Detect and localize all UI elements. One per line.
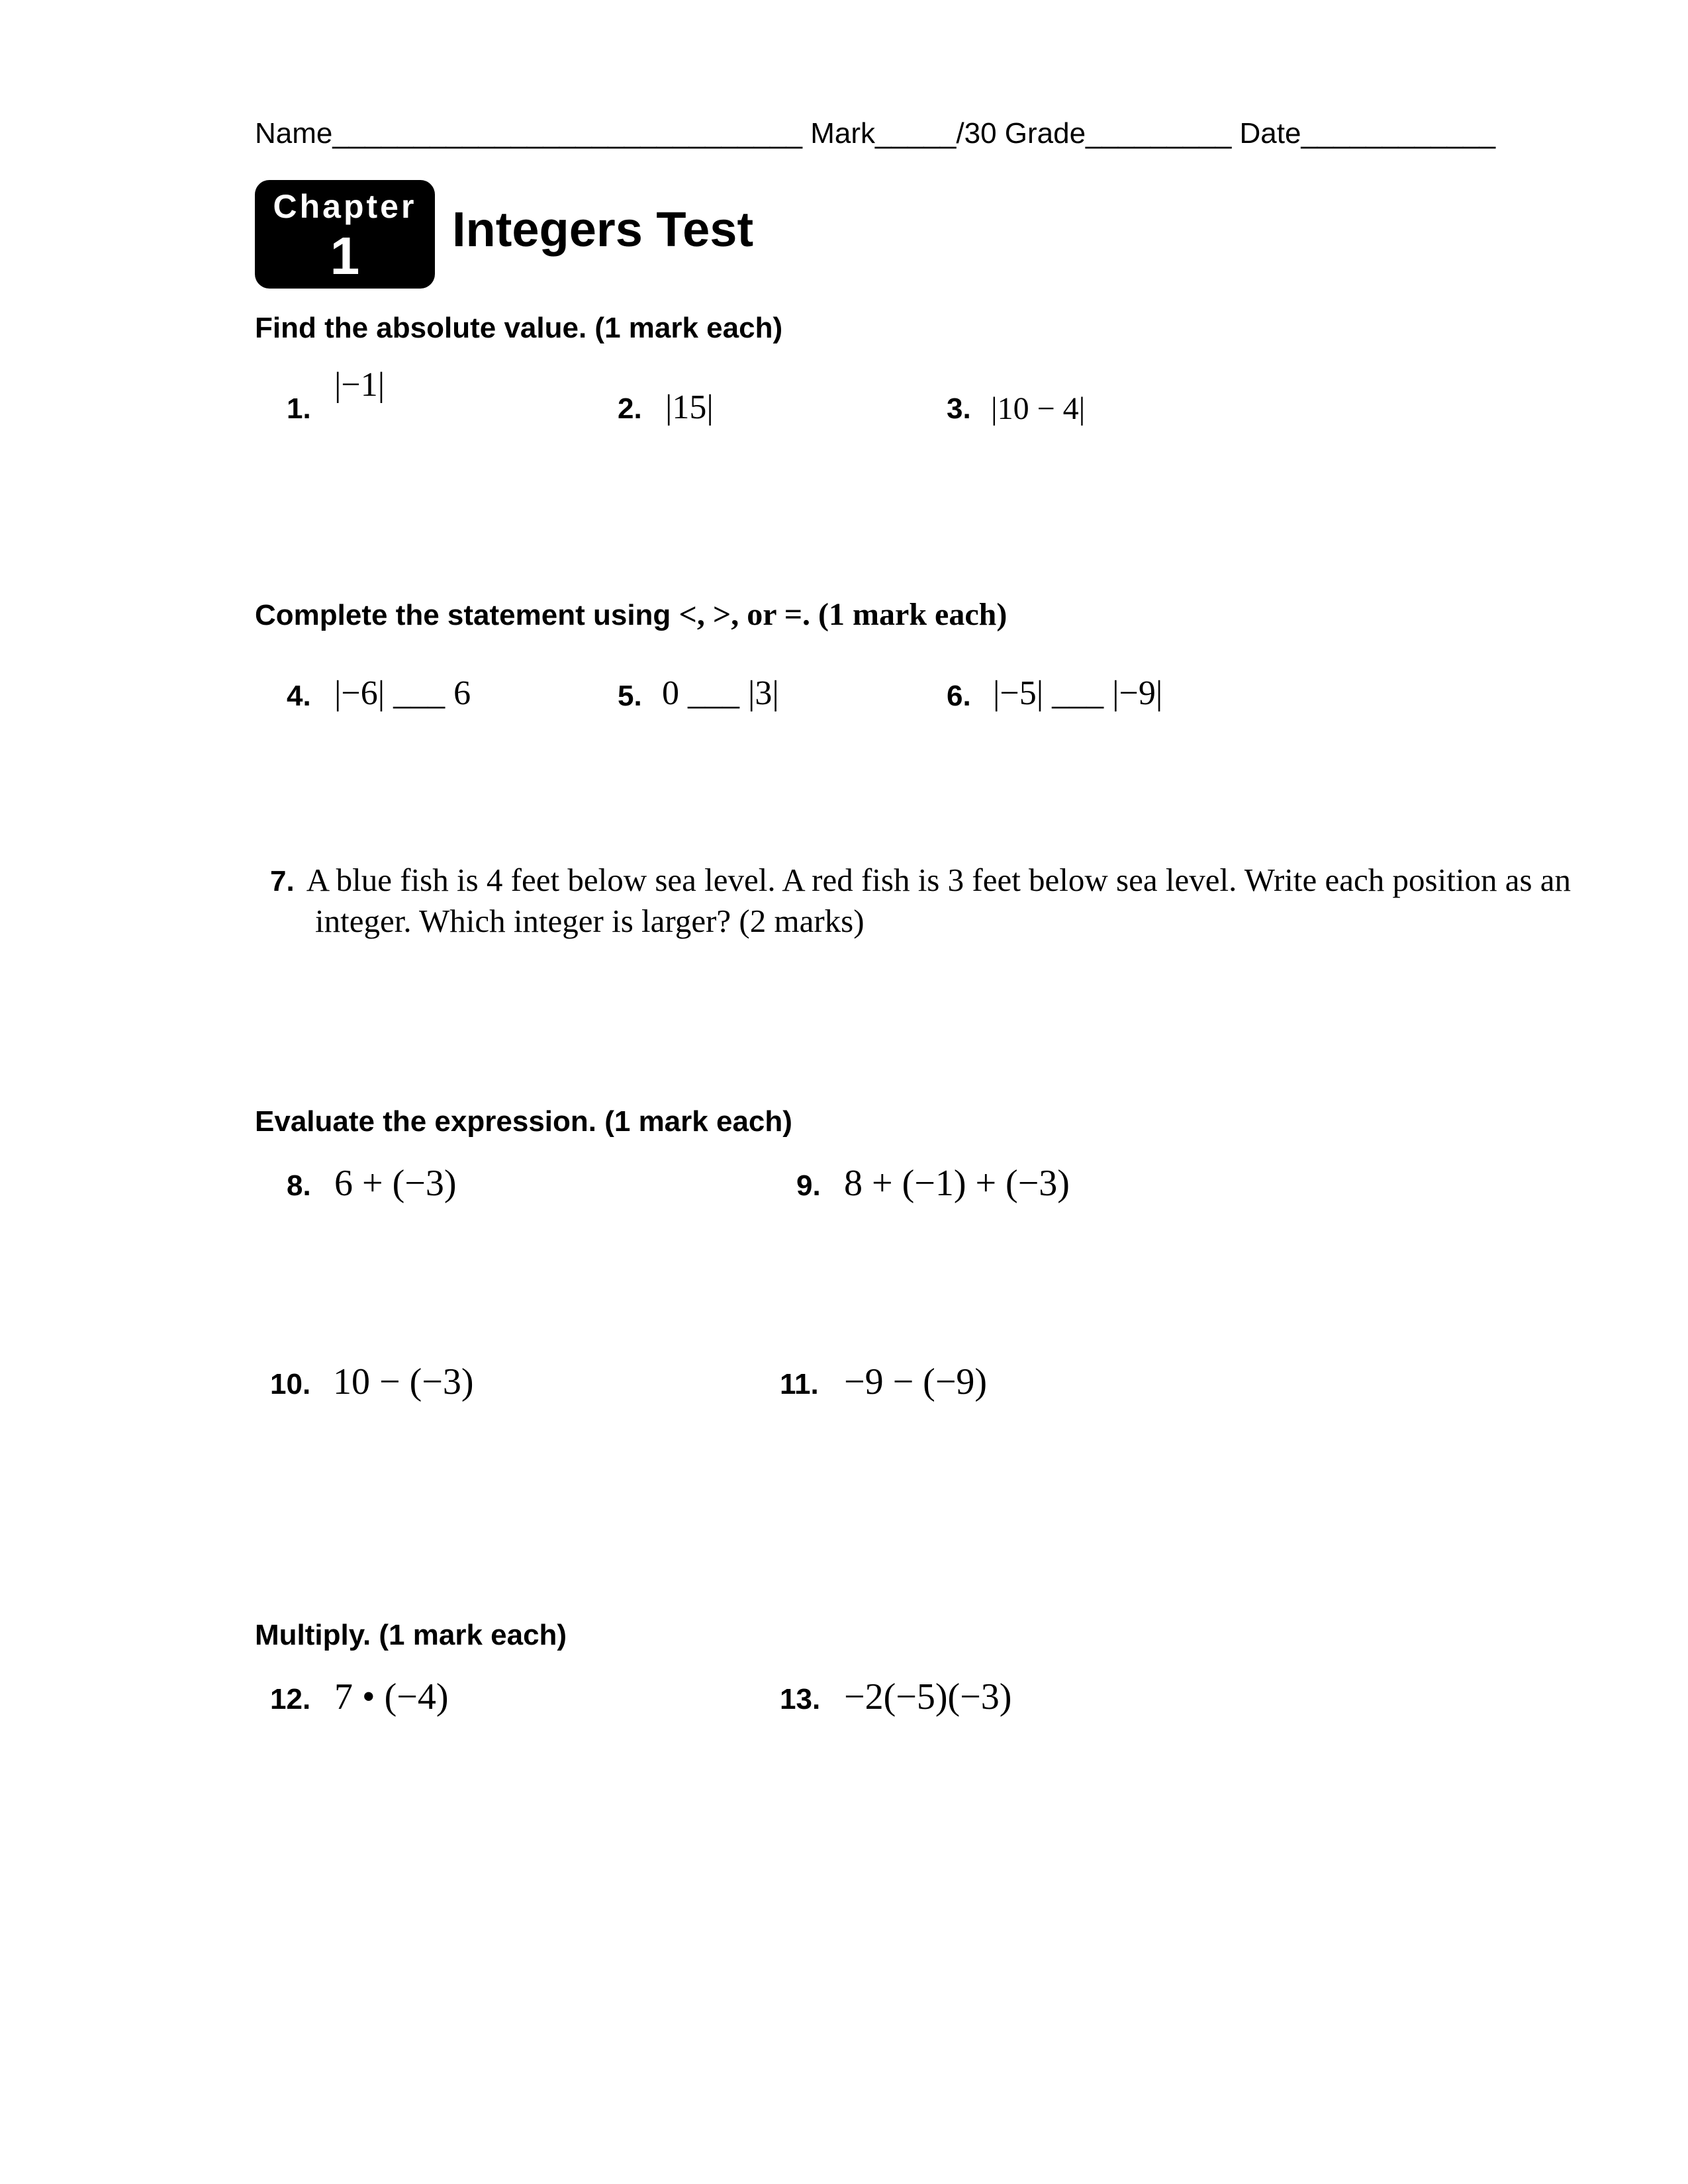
chapter-badge xyxy=(255,180,435,289)
student-info-line: Name_____________________________ Mark_____/30 Grade_________ Date____________ xyxy=(255,117,1496,150)
question-expression: 7 • (−4) xyxy=(334,1676,449,1717)
question-number: 1. xyxy=(287,392,311,425)
question-number: 13. xyxy=(780,1683,821,1715)
question-expression: −9 − (−9) xyxy=(844,1361,988,1402)
question-expression: |15| xyxy=(665,388,714,426)
question-number: 12. xyxy=(270,1683,311,1715)
question-number: 9. xyxy=(796,1169,821,1202)
question-number: 7. xyxy=(270,865,295,897)
section-heading-multiply: Multiply. (1 mark each) xyxy=(255,1619,567,1651)
question-expression: |−6| ___ 6 xyxy=(334,674,471,712)
question-expression: 6 + (−3) xyxy=(334,1163,457,1204)
question-expression: 8 + (−1) + (−3) xyxy=(844,1163,1070,1204)
question-expression: 10 − (−3) xyxy=(333,1361,474,1402)
question-number: 8. xyxy=(287,1169,311,1202)
section-heading-text: Complete the statement using xyxy=(255,599,671,631)
question-number: 4. xyxy=(287,680,311,712)
section-heading-symbols: <, >, or =. (1 mark each) xyxy=(679,597,1008,632)
word-problem-text: A blue fish is 4 feet below sea level. A red fish is 3 feet below sea level. Write each position as an integer. Which integer is larger? (2 marks) xyxy=(306,862,1571,939)
question-expression: −2(−5)(−3) xyxy=(844,1676,1012,1717)
question-number: 6. xyxy=(947,680,971,712)
question-expression: |−5| ___ |−9| xyxy=(993,674,1163,712)
section-heading-absolute-value: Find the absolute value. (1 mark each) xyxy=(255,312,783,344)
section-heading-evaluate: Evaluate the expression. (1 mark each) xyxy=(255,1105,792,1138)
chapter-number: 1 xyxy=(330,226,360,285)
question-number: 11. xyxy=(780,1368,819,1400)
section-heading-compare xyxy=(255,598,1007,633)
word-problem xyxy=(270,860,1613,941)
chapter-label: Chapter xyxy=(273,188,417,225)
page-title: Integers Test xyxy=(452,202,754,257)
question-expression: |−1| xyxy=(334,366,385,404)
question-expression: |10 − 4| xyxy=(991,391,1086,426)
question-number: 10. xyxy=(270,1368,311,1400)
question-number: 3. xyxy=(947,392,971,425)
question-number: 5. xyxy=(618,680,642,712)
question-expression: 0 ___ |3| xyxy=(662,674,779,712)
question-number: 2. xyxy=(618,392,642,425)
